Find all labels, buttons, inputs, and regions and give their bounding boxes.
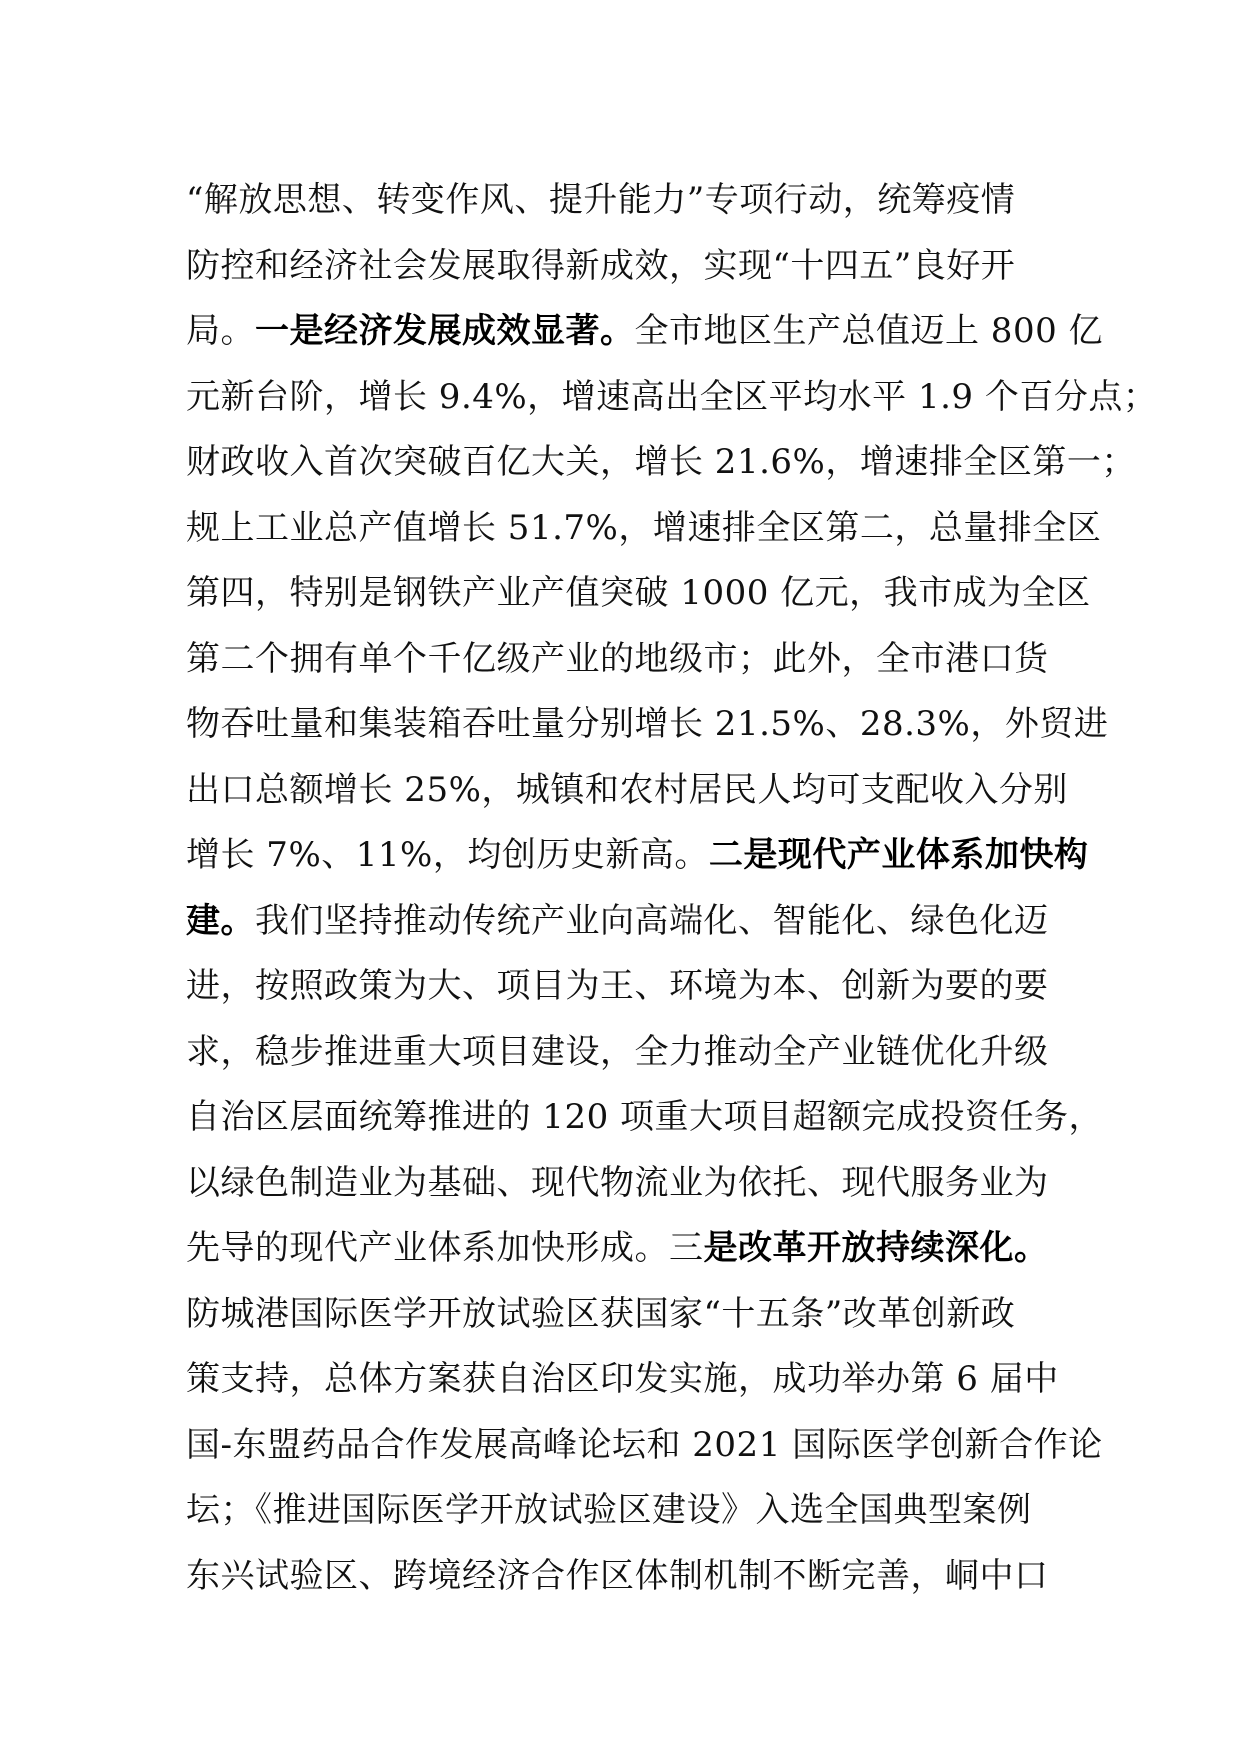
bold-heading-segment: 一是经济发展成效显著。 xyxy=(255,311,635,351)
text-line xyxy=(186,1413,1186,1479)
bold-heading-segment: 建。 xyxy=(186,900,255,941)
text-line xyxy=(186,561,1186,627)
text-line xyxy=(186,627,1186,693)
text-segment: 我们坚持推动传统产业向高端化、智能化、绿色化迈 xyxy=(255,900,1049,941)
text-segment: 元新台阶，增长 9.4%，增速高出全区平均水平 1.9 个百分点； xyxy=(186,376,1158,417)
text-segment: 国-东盟药品合作发展高峰论坛和 2021 国际医学创新合作论 xyxy=(186,1424,1103,1465)
text-segment: 第二个拥有单个千亿级产业的地级市；此外，全市港口货 xyxy=(186,638,1049,679)
text-line xyxy=(186,1151,1186,1217)
text-segment: 财政收入首次突破百亿大关，增长 21.6%，增速排全区第一； xyxy=(186,442,1136,482)
text-segment: 策支持，总体方案获自治区印发实施，成功举办第 6 届中 xyxy=(186,1359,1059,1399)
text-segment: 进，按照政策为大、项目为王、环境为本、创新为要的要 xyxy=(186,966,1049,1006)
text-line xyxy=(186,496,1186,562)
text-line xyxy=(186,1085,1186,1151)
text-line xyxy=(186,954,1186,1020)
body-text xyxy=(186,168,1186,1609)
text-segment: 全市地区生产总值迈上 800 亿 xyxy=(634,311,1104,351)
text-segment: 坛；《推进国际医学开放试验区建设》入选全国典型案例 xyxy=(186,1490,1032,1530)
bold-heading-segment: 二是现代产业体系加快构 xyxy=(708,835,1089,875)
text-segment: 自治区层面统筹推进的 120 项重大项目超额完成投资任务， xyxy=(186,1097,1104,1137)
text-segment: 先导的现代产业体系加快形成。三 xyxy=(186,1228,704,1268)
text-line xyxy=(186,758,1186,824)
text-line xyxy=(186,430,1186,496)
text-line xyxy=(186,365,1186,431)
text-segment: “解放思想、转变作风、提升能力”专项行动，统筹疫情 xyxy=(186,180,1016,220)
text-segment: 以绿色制造业为基础、现代物流业为依托、现代服务业为 xyxy=(186,1162,1049,1203)
text-line xyxy=(186,1282,1186,1348)
text-segment: 防城港国际医学开放试验区获国家“十五条”改革创新政 xyxy=(186,1293,1016,1334)
text-line xyxy=(186,692,1186,758)
text-line xyxy=(186,823,1186,889)
text-line xyxy=(186,1544,1186,1610)
text-segment: 增长 7%、11%，均创历史新高。 xyxy=(186,835,709,875)
text-line xyxy=(186,1020,1186,1086)
text-segment: 局。 xyxy=(186,311,255,351)
text-line xyxy=(186,168,1186,234)
text-line xyxy=(186,1347,1186,1413)
text-segment: 求，稳步推进重大项目建设，全力推动全产业链优化升级 xyxy=(186,1031,1049,1072)
text-line xyxy=(186,889,1186,955)
text-segment: 规上工业总产值增长 51.7%，增速排全区第二，总量排全区 xyxy=(186,507,1102,548)
bold-heading-segment: 是改革开放持续深化。 xyxy=(703,1228,1049,1268)
text-segment: 出口总额增长 25%，城镇和农村居民人均可支配收入分别 xyxy=(186,769,1068,810)
text-line xyxy=(186,1216,1186,1282)
text-line xyxy=(186,299,1186,365)
text-segment: 第四，特别是钢铁产业产值突破 1000 亿元，我市成为全区 xyxy=(186,573,1091,613)
text-line xyxy=(186,234,1186,300)
text-segment: 物吞吐量和集装箱吞吐量分别增长 21.5%、28.3%，外贸进 xyxy=(186,704,1109,744)
text-segment: 防控和经济社会发展取得新成效，实现“十四五”良好开 xyxy=(186,245,1016,286)
text-line xyxy=(186,1478,1186,1544)
text-segment: 东兴试验区、跨境经济合作区体制机制不断完善，峒中口 xyxy=(186,1555,1049,1596)
